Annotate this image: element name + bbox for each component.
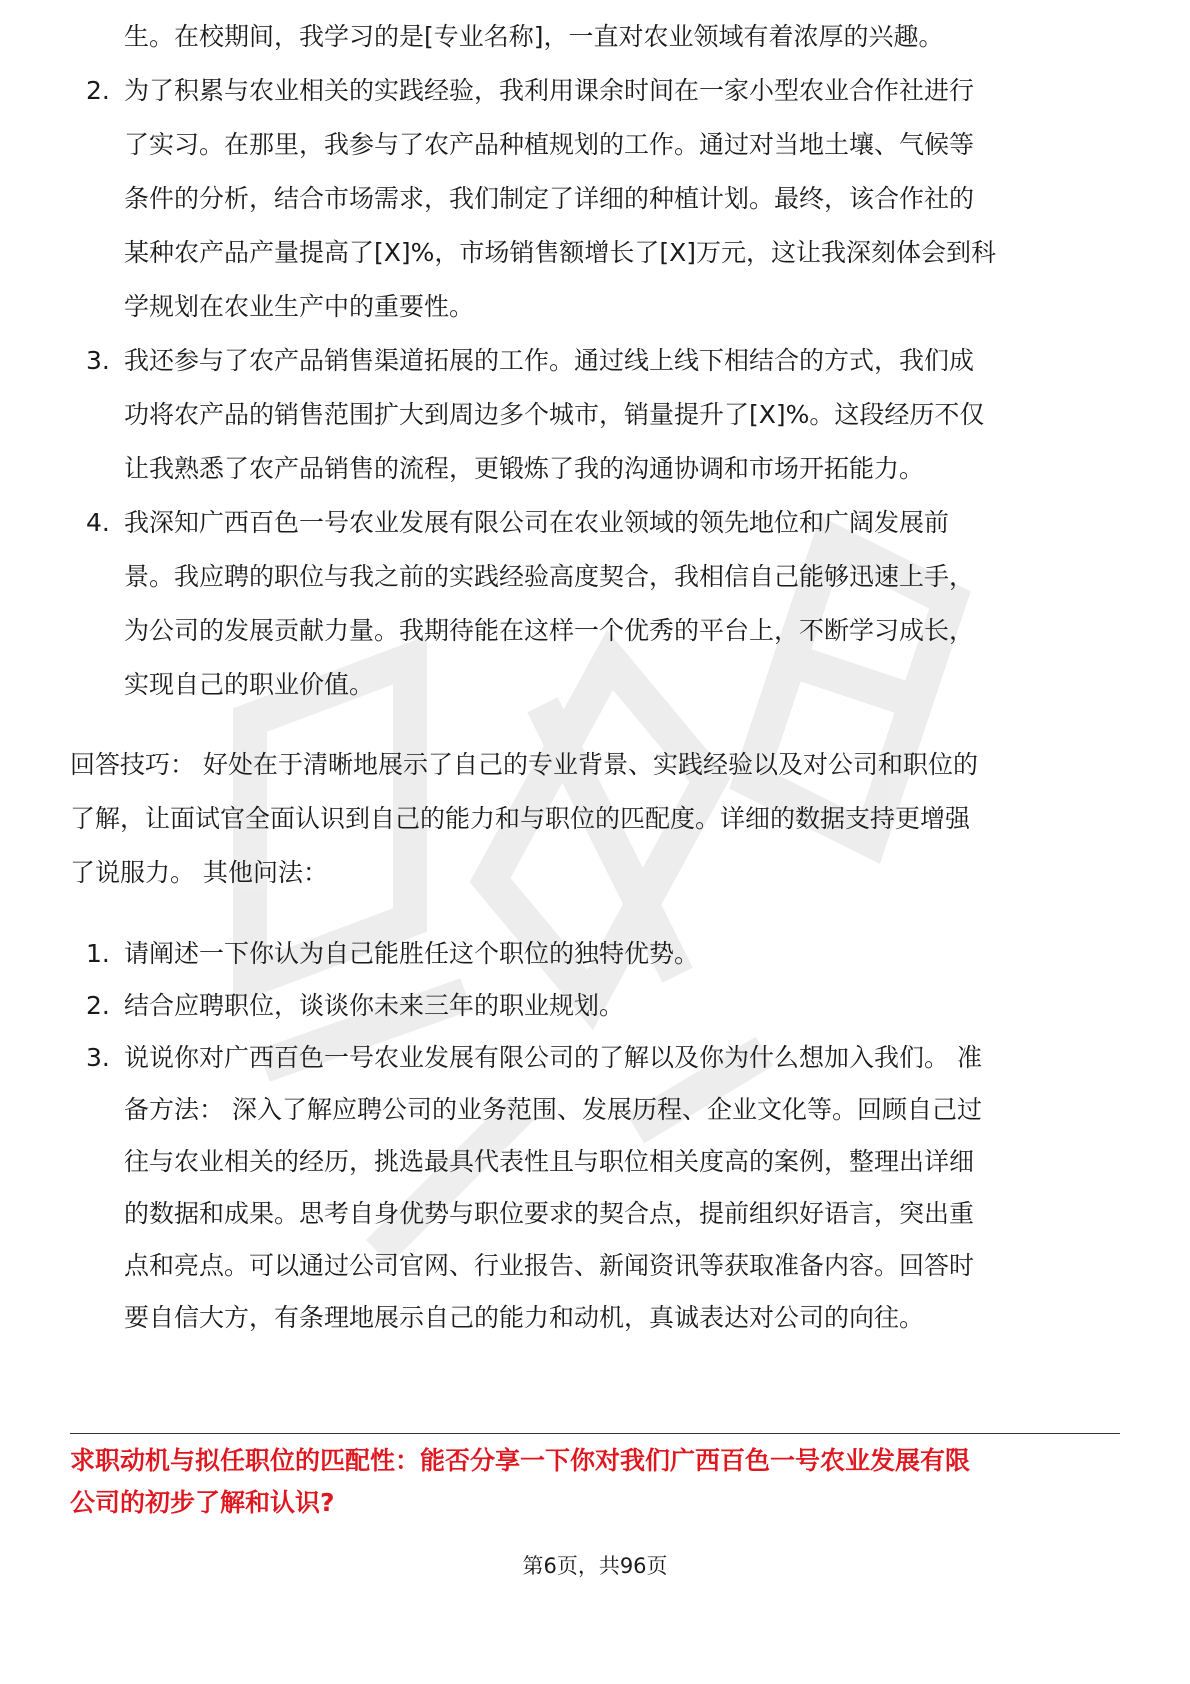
list-item [70,334,1120,496]
list-number: 3. [86,1043,110,1072]
list-line: 要自信大方，有条理地展示自己的能力和动机，真诚表达对公司的向往。 [124,1303,925,1332]
list-line: 学规划在农业生产中的重要性。 [124,292,475,321]
list-line: 备方法： 深入了解应聘公司的业务范围、发展历程、企业文化等。回顾自己过 [124,1095,982,1124]
list-number: 4. [86,508,110,537]
heading-line: 求职动机与拟任职位的匹配性：能否分享一下你对我们广西百色一号农业发展有限 [70,1446,971,1475]
list-item [70,496,1120,712]
list-item [70,1032,1120,1344]
list-line: 说说你对广西百色一号农业发展有限公司的了解以及你为什么想加入我们。 准 [124,1043,982,1072]
list-number: 2. [86,991,110,1020]
list-line: 结合应聘职位，谈谈你未来三年的职业规划。 [124,991,625,1020]
list-number: 2. [86,76,110,105]
list-line: 让我熟悉了农产品销售的流程，更锻炼了我的沟通协调和市场开拓能力。 [124,454,925,483]
list-number: 1. [86,939,110,968]
list-item [70,64,1120,334]
answer-tips [70,738,1120,900]
heading-line: 公司的初步了解和认识? [70,1488,335,1517]
numbered-list-1 [70,64,1120,712]
list-line: 的数据和成果。思考自身优势与职位要求的契合点，提前组织好语言，突出重 [124,1199,975,1228]
numbered-list-2 [70,928,1120,1344]
intro-line: 生。在校期间，我学习的是[专业名称]，一直对农业领域有着浓厚的兴趣。 [124,22,944,51]
section-divider [70,1433,1120,1434]
tips-line: 了解，让面试官全面认识到自己的能力和与职位的匹配度。详细的数据支持更增强 [70,804,971,833]
list-line: 往与农业相关的经历，挑选最具代表性且与职位相关度高的案例，整理出详细 [124,1147,975,1176]
list-item [70,928,1120,980]
list-line: 实现自己的职业价值。 [124,670,375,699]
list-item [70,980,1120,1032]
list-line: 为公司的发展贡献力量。我期待能在这样一个优秀的平台上，不断学习成长， [124,616,975,645]
list-line: 某种农产品产量提高了[X]%，市场销售额增长了[X]万元，这让我深刻体会到科 [124,238,997,267]
tips-line: 回答技巧： 好处在于清晰地展示了自己的专业背景、实践经验以及对公司和职位的 [70,750,978,779]
list-line: 点和亮点。可以通过公司官网、行业报告、新闻资讯等获取准备内容。回答时 [124,1251,975,1280]
next-question-heading [70,1440,1130,1524]
list-line: 请阐述一下你认为自己能胜任这个职位的独特优势。 [124,939,700,968]
list-line: 景。我应聘的职位与我之前的实践经验高度契合，我相信自己能够迅速上手， [124,562,975,591]
list-line: 功将农产品的销售范围扩大到周边多个城市，销量提升了[X]%。这段经历不仅 [124,400,985,429]
list-line: 我深知广西百色一号农业发展有限公司在农业领域的领先地位和广阔发展前 [124,508,950,537]
list-line: 了实习。在那里，我参与了农产品种植规划的工作。通过对当地土壤、气候等 [124,130,975,159]
page-number: 第6页，共96页 [522,1554,668,1578]
list-line: 我还参与了农产品销售渠道拓展的工作。通过线上线下相结合的方式，我们成 [124,346,975,375]
list-number: 3. [86,346,110,375]
list-line: 条件的分析，结合市场需求，我们制定了详细的种植计划。最终，该合作社的 [124,184,975,213]
list-line: 为了积累与农业相关的实践经验，我利用课余时间在一家小型农业合作社进行 [124,76,975,105]
document-body [70,0,1120,1344]
tips-line: 了说服力。 其他问法： [70,858,328,887]
